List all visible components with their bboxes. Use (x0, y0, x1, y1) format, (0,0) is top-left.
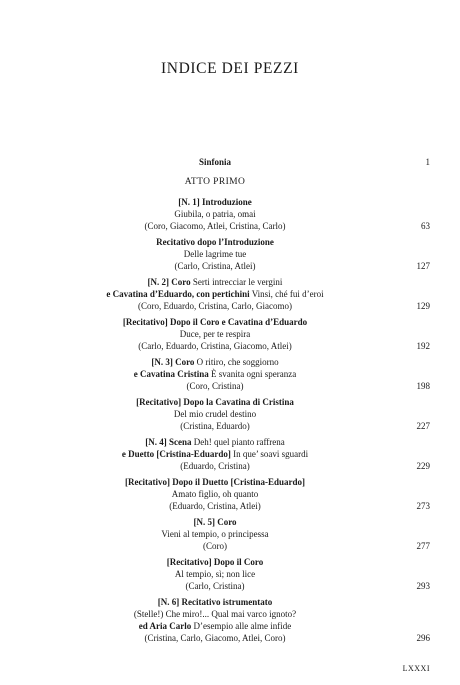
index-entry (40, 436, 430, 472)
index-entry (40, 396, 430, 432)
index-entry (40, 356, 430, 392)
entry-line (40, 380, 390, 392)
entry-text: Vinsi, ché fui d’eroi (249, 289, 324, 299)
entry-text: (Eduardo, Cristina, Atlei) (169, 501, 261, 511)
entry-line (40, 596, 390, 608)
entry-page-number: 192 (416, 341, 430, 351)
entry-text: (Cristina, Carlo, Giacomo, Atlei, Coro) (144, 633, 286, 643)
act-heading: ATTO PRIMO (184, 177, 246, 187)
entry-heading: [Recitativo] Dopo il Duetto [Cristina-Eduardo] (125, 477, 305, 487)
entry-line (40, 408, 390, 420)
entry-text: Del mio crudel destino (173, 409, 257, 419)
page-folio: LXXXI (402, 664, 430, 673)
sinfonia-entry (40, 156, 430, 168)
entry-line (40, 620, 390, 632)
entry-line (40, 260, 390, 272)
entry-text: (Cristina, Eduardo) (180, 421, 250, 431)
entry-text: Amato figlio, oh quanto (171, 489, 259, 499)
entry-text: È svanita ogni speranza (208, 369, 297, 379)
entry-heading: [Recitativo] Dopo il Coro e Cavatina d’Eduardo (122, 317, 308, 327)
entry-text: Duce, per te respira (179, 329, 251, 339)
entry-line (40, 608, 390, 620)
entry-text: Deh! quel pianto raffrena (191, 437, 285, 447)
entry-line (40, 460, 390, 472)
entry-line (40, 436, 390, 448)
entry-line (40, 208, 390, 220)
entry-line (40, 516, 390, 528)
index-entry (40, 556, 430, 592)
entry-heading: [N. 3] Coro (151, 357, 195, 367)
entry-line (40, 248, 390, 260)
entry-heading: [N. 6] Recitativo istrumentato (157, 597, 273, 607)
entry-text: In que’ soavi sguardi (230, 449, 309, 459)
entry-line (40, 316, 390, 328)
entry-text: (Coro, Cristina) (186, 381, 244, 391)
entry-page-number: 229 (416, 461, 430, 471)
entry-text: Al tempio, sì; non lice (174, 569, 256, 579)
index-entry (40, 476, 430, 512)
entry-line (40, 476, 390, 488)
entry-line (40, 396, 390, 408)
entry-text: Vieni al tempio, o principessa (161, 529, 269, 539)
page-title: INDICE DEI PEZZI (161, 60, 299, 77)
index-entry (40, 316, 430, 352)
entry-line (40, 368, 390, 380)
entry-text: Giubila, o patria, omai (174, 209, 256, 219)
entry-line (40, 568, 390, 580)
entry-line (40, 528, 390, 540)
entry-line (40, 356, 390, 368)
entry-page-number: 273 (416, 501, 430, 511)
entry-line (40, 488, 390, 500)
entry-heading: [N. 4] Scena (145, 437, 192, 447)
entry-heading: Recitativo dopo l’Introduzione (156, 237, 274, 247)
entry-line (40, 420, 390, 432)
entry-line (40, 632, 390, 644)
entry-page-number: 127 (416, 261, 430, 271)
entry-page-number: 198 (416, 381, 430, 391)
entry-line (40, 276, 390, 288)
entry-line (40, 500, 390, 512)
index-entry (40, 196, 430, 232)
entry-page-number: 227 (416, 421, 430, 431)
entry-line (40, 340, 390, 352)
entry-text: (Coro, Eduardo, Cristina, Carlo, Giacomo) (138, 301, 292, 311)
index-entry (40, 236, 430, 272)
entry-line (40, 540, 390, 552)
act-heading-entry (40, 176, 430, 188)
entry-page-number: 293 (416, 581, 430, 591)
index-entry (40, 596, 430, 644)
entry-heading: [Recitativo] Dopo la Cavatina di Cristina (136, 397, 294, 407)
entry-text: D’esempio alle alme infide (191, 621, 292, 631)
entry-heading: [N. 1] Introduzione (178, 197, 252, 207)
entry-page-number: 63 (421, 221, 430, 231)
entry-heading: e Cavatina d’Eduardo, con pertichini (106, 289, 250, 299)
index-entry (40, 276, 430, 312)
sinfonia-label: Sinfonia (198, 157, 231, 167)
entry-line (40, 300, 390, 312)
entry-text: (Carlo, Cristina) (185, 581, 245, 591)
entry-text: O ritiro, che soggiorno (194, 357, 279, 367)
sinfonia-page: 1 (425, 157, 430, 167)
entry-heading: [N. 5] Coro (193, 517, 237, 527)
entry-page-number: 129 (416, 301, 430, 311)
entry-line (40, 448, 390, 460)
entry-text: (Coro, Giacomo, Atlei, Cristina, Carlo) (144, 221, 286, 231)
entry-line (40, 328, 390, 340)
entry-heading: e Duetto [Cristina-Eduardo] (121, 449, 231, 459)
entry-heading: [N. 2] Coro (147, 277, 191, 287)
entry-text: (Coro) (203, 541, 227, 551)
entry-line (40, 288, 390, 300)
index-entry (40, 516, 430, 552)
entry-text: (Eduardo, Cristina) (180, 461, 250, 471)
entry-heading: [Recitativo] Dopo il Coro (166, 557, 264, 567)
entry-page-number: 296 (416, 633, 430, 643)
entry-text: Serti intrecciar le vergini (190, 277, 283, 287)
entry-heading: ed Aria Carlo (138, 621, 192, 631)
entry-line (40, 236, 390, 248)
entry-line (40, 580, 390, 592)
entry-text: Delle lagrime tue (183, 249, 247, 259)
entry-text: (Stelle!) Che miro!... Qual mai varco ignoto? (133, 609, 297, 619)
entry-line (40, 556, 390, 568)
entry-page-number: 277 (416, 541, 430, 551)
entry-heading: e Cavatina Cristina (133, 369, 209, 379)
entry-line (40, 196, 390, 208)
entry-text: (Carlo, Eduardo, Cristina, Giacomo, Atlei) (138, 341, 292, 351)
entry-text: (Carlo, Cristina, Atlei) (174, 261, 256, 271)
entry-line (40, 220, 390, 232)
